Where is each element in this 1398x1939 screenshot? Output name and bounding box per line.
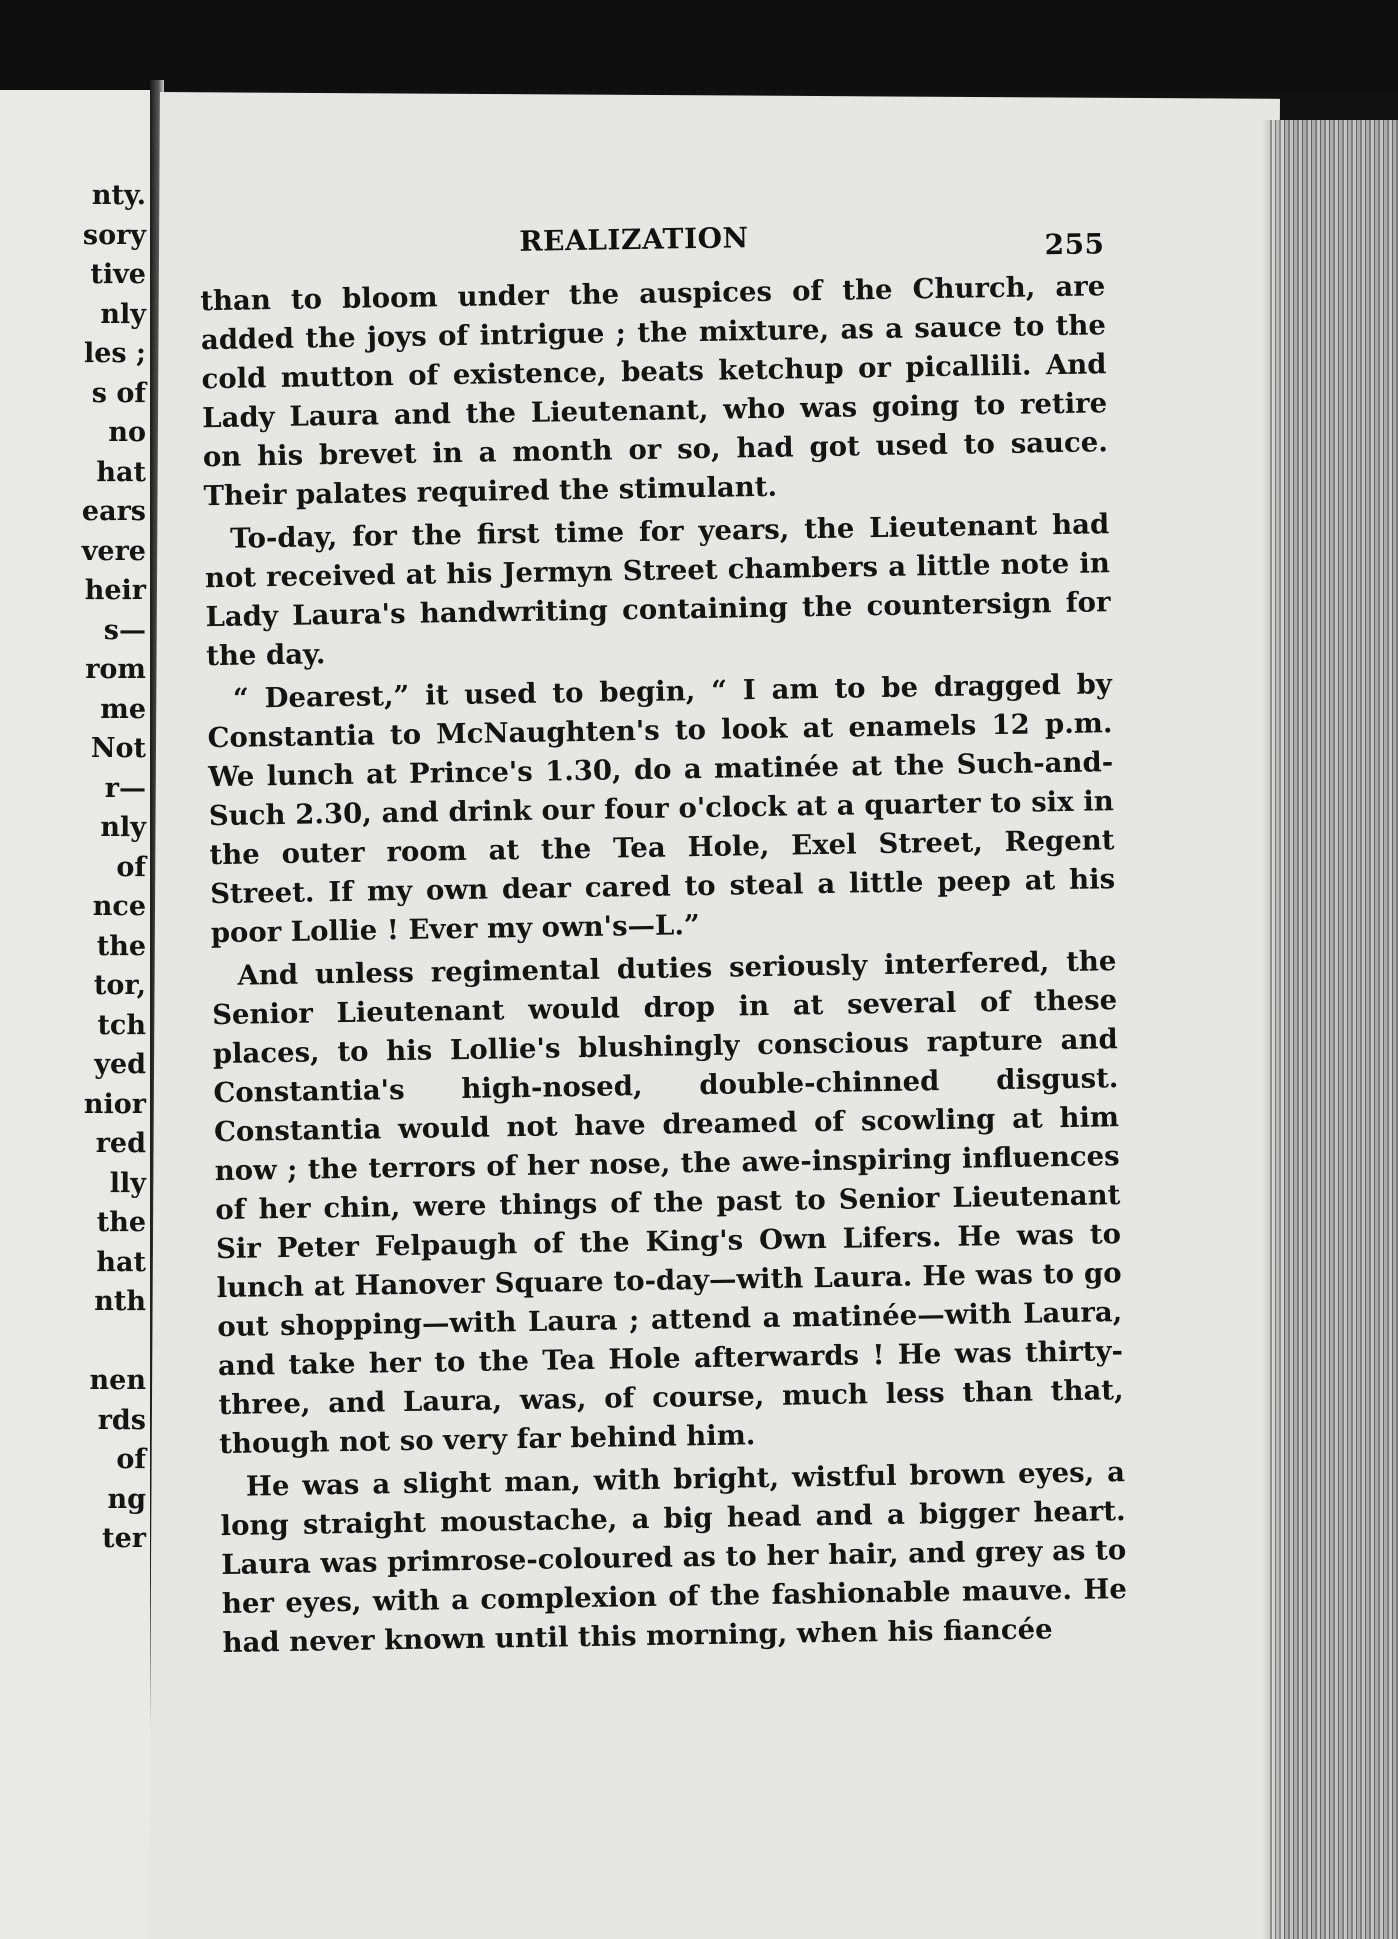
left-page-fragment: vere xyxy=(81,535,146,567)
left-page-fragment: nce xyxy=(92,891,146,922)
left-page-fragment: heir xyxy=(84,575,146,606)
left-page-fragment: nly xyxy=(100,812,146,843)
paragraph: To-day, for the first time for years, the Lieutenant had not received at his Jermyn Street chambers a little note in Lady Laura's handwriting containing the countersign for the day. xyxy=(204,508,1111,673)
left-page-fragment: tive xyxy=(90,259,146,290)
left-page-fragment: Not xyxy=(90,733,146,764)
paragraph: And unless regimental duties seriously interfered, the Senior Lieutenant would drop in at several of these places, to his Lollie's blushingly conscious rapture and Constantia's high-nosed, double-chinned disgust. Constantia would not have dreamed of scowling at him now ; the terrors of her nose, the awe-inspiring influences of her chin, were things of the past to Senior Lieutenant Sir Peter Felpaugh of the King's Own Lifers. He was to lunch at Hanover Square to-day—with Laura. He was to go out shopping—with Laura ; attend a matinée—with Laura, and take her to the Tea Hole afterwards ! He was thirty-three, and Laura, was, of course, much less than that, though not so very far behind him. xyxy=(211,945,1124,1461)
left-page-fragment: ter xyxy=(102,1523,146,1554)
left-page-fragment: s of xyxy=(91,377,146,409)
left-page-fragment: yed xyxy=(94,1049,146,1080)
left-page-fragment: s— xyxy=(103,614,146,646)
scan-background xyxy=(0,0,1398,90)
left-page-fragment: of xyxy=(116,851,146,883)
running-title: REALIZATION xyxy=(519,221,749,258)
left-page-fragment: hat xyxy=(96,1246,146,1278)
left-page-fragment: nth xyxy=(94,1286,146,1317)
page-number: 255 xyxy=(1044,227,1105,262)
paragraph: He was a slight man, with bright, wistful brown eyes, a long straight moustache, a big head and a bigger heart. Laura was primrose-coloured as to her hair, and grey as to her eyes, with a complexion of the fashionable mauve. He had never known until this morning, when his fiancée xyxy=(220,1456,1128,1660)
left-page-fragment: sory xyxy=(82,219,146,251)
left-page-fragment: ng xyxy=(107,1483,146,1515)
paragraph: than to bloom under the auspices of the Church, are added the joys of intrigue ; the mixture, as a sauce to the cold mutton of existence, beats ketchup or picallili. And Lady Laura and the Lieutenant, who was going to retire on his brevet in a month or so, had got used to sauce. Their palates required the stimulant. xyxy=(200,270,1109,513)
left-page-fragment: tch xyxy=(97,1009,146,1041)
left-page-fragment: nior xyxy=(83,1088,146,1120)
left-page-fragment: nly xyxy=(100,298,146,330)
left-page-fragment: tor, xyxy=(93,970,146,1001)
left-page-fragment: red xyxy=(95,1128,146,1159)
left-page-fragment: lly xyxy=(109,1167,146,1199)
left-page-fragment: nen xyxy=(89,1365,146,1396)
left-page-fragment: the xyxy=(96,1207,146,1238)
left-page-fragment: rds xyxy=(97,1404,146,1436)
left-page-fragment: les ; xyxy=(83,338,146,369)
left-page-fragment: the xyxy=(96,930,146,962)
book-page-stack-edge xyxy=(1270,120,1398,1939)
left-page-fragment: r— xyxy=(104,772,146,804)
paragraph: “ Dearest,” it used to begin, “ I am to be dragged by Constantia to McNaughten's to look at enamels 12 p.m. We lunch at Prince's 1.30, do a matinée at the Such-and-Such 2.30, and drink our four o'clock at a quarter to six in the outer room at the Tea Hole, Exel Street, Regent Street. If my own dear cared to steal a little peep at his poor Lollie ! Ever my own's—L.” xyxy=(207,668,1116,950)
left-facing-page xyxy=(0,90,152,1939)
left-page-fragment: of xyxy=(116,1444,146,1475)
left-page-fragment: hat xyxy=(96,456,146,488)
left-page-fragment: no xyxy=(108,417,146,448)
page-content xyxy=(199,215,1128,1663)
body-text xyxy=(200,267,1128,1663)
right-page xyxy=(149,92,1280,1939)
left-page-fragment: rom xyxy=(85,654,146,685)
left-page-fragment: nty. xyxy=(91,180,146,211)
left-page-fragment: me xyxy=(100,693,146,725)
left-page-fragment: ears xyxy=(81,496,146,527)
